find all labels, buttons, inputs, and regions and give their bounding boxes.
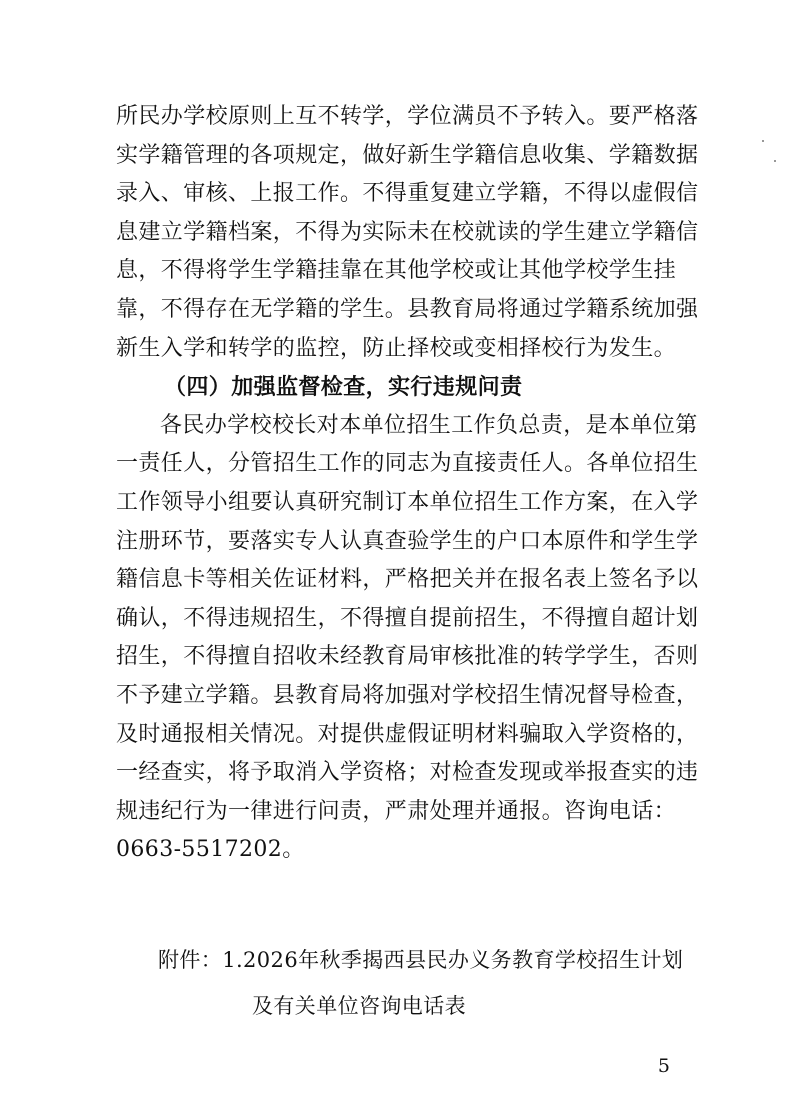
attachment-note <box>158 937 683 1029</box>
section-heading: （四）加强监督检查，实行违规问责 <box>164 374 523 401</box>
text-line: 不予建立学籍。县教育局将加强对学校招生情况督导检查， <box>116 682 699 708</box>
text-line: 录入、审核、上报工作。不得重复建立学籍，不得以虚假信 <box>116 181 699 207</box>
text-line: 工作领导小组要认真研究制订本单位招生工作方案，在入学 <box>116 489 699 515</box>
text-line: 实学籍管理的各项规定，做好新生学籍信息收集、学籍数据 <box>116 142 699 168</box>
page-number: 5 <box>657 1055 670 1077</box>
text-line: 靠，不得存在无学籍的学生。县教育局将通过学籍系统加强 <box>116 296 699 322</box>
attachment-line: 及有关单位咨询电话表 <box>252 994 466 1018</box>
text-line: 招生，不得擅自招收未经教育局审核批准的转学学生，否则 <box>116 644 699 670</box>
text-line: 所民办学校原则上互不转学，学位满员不予转入。要严格落 <box>116 104 699 129</box>
text-line: 一经查实，将予取消入学资格；对检查发现或举报查实的违 <box>116 760 699 786</box>
text-line: 各民办学校校长对本单位招生工作负总责，是本单位第 <box>160 412 698 438</box>
text-line: 息，不得将学生学籍挂靠在其他学校或让其他学校学生挂 <box>116 258 677 284</box>
text-line: 籍信息卡等相关佐证材料，严格把关并在报名表上签名予以 <box>116 567 699 593</box>
text-line: 新生入学和转学的监控，防止择校或变相择校行为发生。 <box>116 335 677 361</box>
attachment-line: 附件：1.2026年秋季揭西县民办义务教育学校招生计划 <box>158 948 684 972</box>
text-line: 注册环节，要落实专人认真查验学生的户口本原件和学生学 <box>116 528 699 554</box>
text-line: 确认，不得违规招生，不得擅自提前招生，不得擅自超计划 <box>116 605 699 631</box>
text-line: 及时通报相关情况。对提供虚假证明材料骗取入学资格的， <box>116 721 699 747</box>
scan-speck <box>762 140 764 142</box>
text-line: 规违纪行为一律进行问责，严肃处理并通报。咨询电话： <box>116 798 677 824</box>
text-line: 一责任人，分管招生工作的同志为直接责任人。各单位招生 <box>116 451 699 477</box>
scan-speck <box>774 160 776 162</box>
body-text <box>116 98 699 870</box>
text-line: 息建立学籍档案，不得为实际未在校就读的学生建立学籍信 <box>116 219 699 245</box>
text-line: 0663-5517202。 <box>116 837 305 863</box>
